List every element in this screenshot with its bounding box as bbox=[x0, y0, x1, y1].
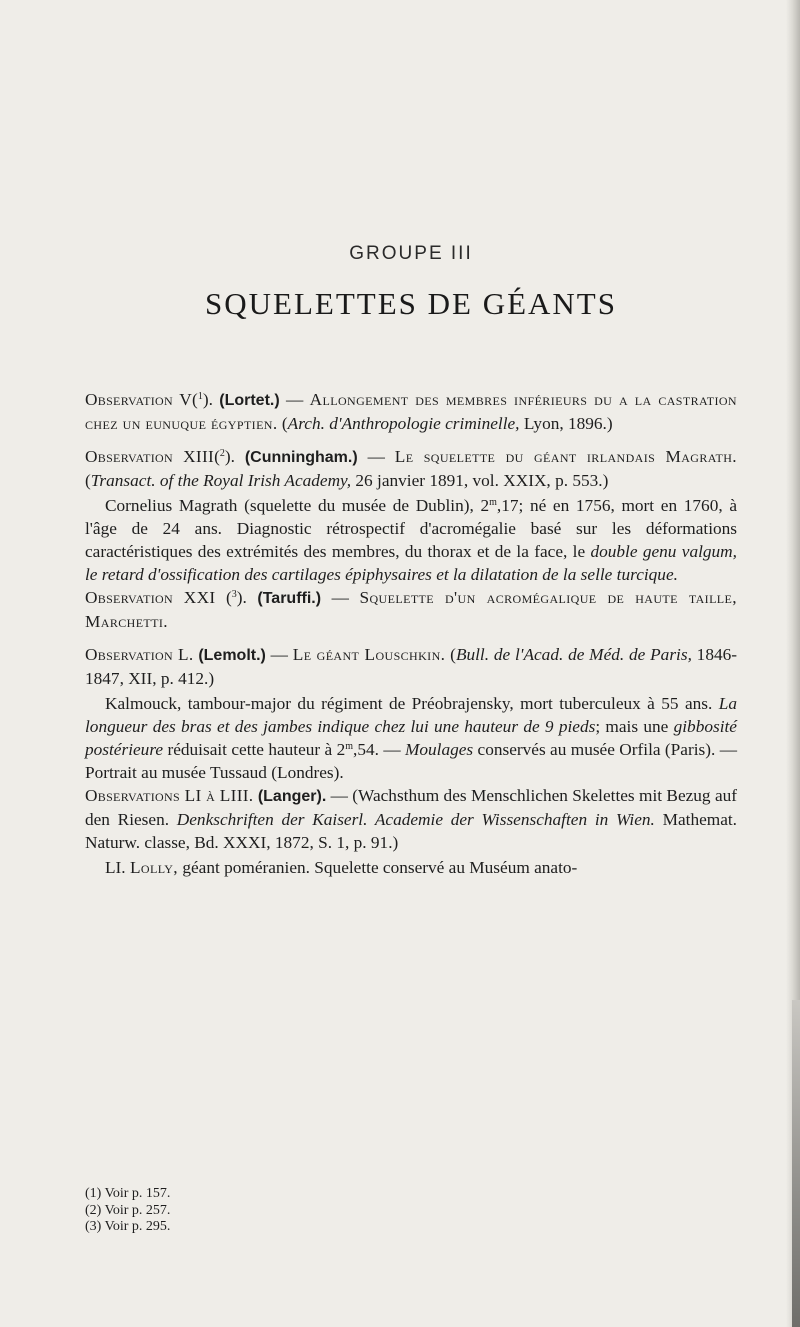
page-edge-dark bbox=[792, 1000, 800, 1327]
observation-author: (Taruffi.) bbox=[257, 590, 322, 607]
observation-label: Observation V bbox=[85, 390, 193, 409]
group-heading: GROUPE III bbox=[349, 243, 473, 264]
observation-title: Squelette d'un acromégalique de haute taille, Marchetti. bbox=[85, 588, 737, 631]
observation-xiii-description: Cornelius Magrath (squelette du musée de Dublin), 2$^m$,17; né en 1756, mort en 1760, à l'âge de 24 ans. Diagnostic rétrospectif d'acromégalie basé sur les déformations caractéristiques des extrémités des membres, du thorax et de la face, le double genu valgum, le retard d'ossification des cartilages épiphysaires et la dilatation de la selle turcique. bbox=[85, 496, 737, 584]
observation-label: Observations LI à LIII. bbox=[85, 786, 254, 805]
observation-l-description: Kalmouck, tambour-major du régiment de Préobrajensky, mort tuberculeux à 55 ans. La longueur des bras et des jambes indique chez lui une hauteur de 9 pieds; mais une gibbosité postérieure réduisait cette hauteur à 2$^m$,54. — Moulages conservés au musée Orfila (Paris). — Portrait au musée Tussaud (Londres). bbox=[85, 694, 737, 782]
footnote: (3) Voir p. 295. bbox=[85, 1219, 171, 1234]
observation-title: Allongement des membres inférieurs du a la castration chez un eunuque égyptien. bbox=[85, 390, 737, 433]
observation-source: Arch. d'Anthropologie criminelle, bbox=[287, 414, 520, 433]
observation-title: Le géant Louschkin. bbox=[292, 645, 446, 664]
observation-label: Observation XIII bbox=[85, 447, 215, 466]
page-title: SQUELETTES DE GÉANTS bbox=[205, 286, 617, 321]
observation-title: (Wachsthum des Menschlichen Skelettes mit Bezug auf den Riesen. bbox=[85, 786, 738, 829]
footnote-ref: 3 bbox=[231, 589, 237, 600]
observation-li-description: LI. Lolly, géant poméranien. Squelette conservé au Muséum anato- bbox=[105, 858, 578, 877]
observation-title: Le squelette du géant irlandais Magrath. bbox=[394, 447, 738, 466]
observation-author: (Langer). bbox=[257, 788, 327, 805]
observation-label: Observation L. bbox=[85, 645, 194, 664]
observation-source: Denkschriften der Kaiserl. Academie der Wissenschaften in Wien. bbox=[176, 810, 655, 829]
observation-author: (Cunningham.) bbox=[244, 449, 358, 466]
observation-v: Observation V($^1$). (Lortet.) — Allongement des membres inférieurs du a la castration chez un eunuque égyptien. (Arch. d'Anthropologie criminelle, Lyon, 1896.) bbox=[85, 390, 737, 433]
observation-author: (Lortet.) bbox=[219, 392, 280, 409]
footnote-ref: 2 bbox=[219, 448, 225, 459]
observation-author: (Lemolt.) bbox=[198, 647, 266, 664]
observation-l: Observation L. (Lemolt.) — Le géant Louschkin. (Bull. de l'Acad. de Méd. de Paris, 1846-1847, XII, p. 412.) bbox=[85, 645, 738, 688]
observation-xxi: Observation XXI ($^3$). (Taruffi.) — Squelette d'un acromégalique de haute taille, Marchetti. bbox=[85, 588, 737, 631]
footnote: (1) Voir p. 157. bbox=[85, 1186, 171, 1201]
footnote-ref: 1 bbox=[197, 391, 203, 402]
observation-source: Transact. of the Royal Irish Academy, bbox=[90, 471, 352, 490]
observations-list bbox=[85, 388, 737, 879]
observation-label: Observation XXI bbox=[85, 588, 216, 607]
observation-xiii: Observation XIII($^2$). (Cunningham.) — Le squelette du géant irlandais Magrath. (Transact. of the Royal Irish Academy, 26 janvier 1891, vol. XXIX, p. 553.) bbox=[85, 447, 738, 490]
observation-source: Bull. de l'Acad. de Méd. de Paris, bbox=[455, 645, 692, 664]
footnote: (2) Voir p. 257. bbox=[85, 1202, 171, 1218]
footnotes bbox=[85, 1186, 737, 1236]
observation-li-liii: Observations LI à LIII. (Langer). — (Wachsthum des Menschlichen Skelettes mit Bezug auf den Riesen. Denkschriften der Kaiserl. Academie der Wissenschaften in Wien. Mathemat. Naturw. classe, Bd. XXXI, 1872, S. 1, p. 91.) bbox=[85, 786, 738, 852]
